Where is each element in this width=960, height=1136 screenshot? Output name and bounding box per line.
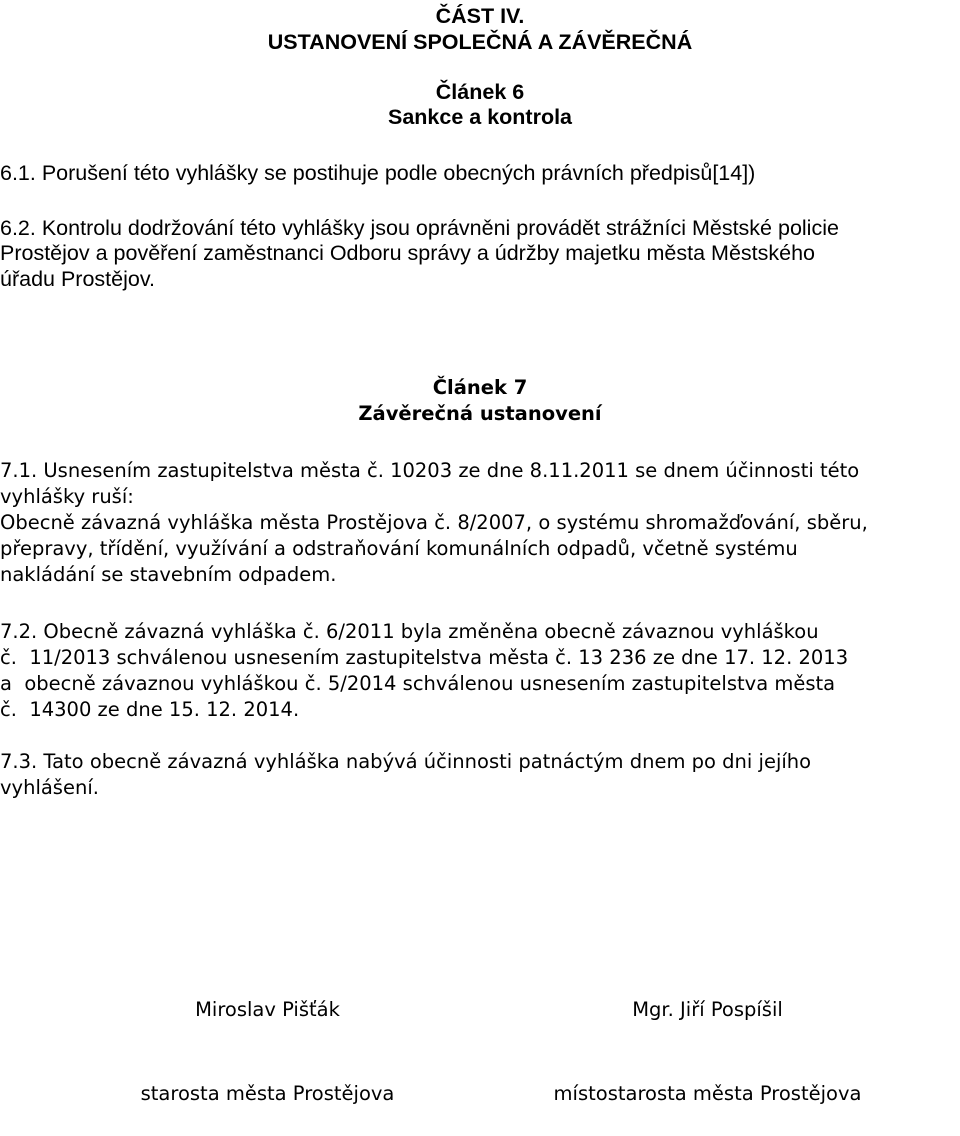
- article-7-repealed-line-3: nakládání se stavebním odpadem.: [0, 563, 337, 586]
- article-7-paragraph-3-line-2: vyhlášení.: [0, 776, 99, 799]
- article-6-paragraph-2-line-3: úřadu Prostějov.: [0, 267, 155, 291]
- signature-right: [530, 940, 885, 1136]
- article-7-paragraph-2-line-1: 7.2. Obecně závazná vyhláška č. 6/2011 byla změněna obecně závaznou vyhláškou: [0, 620, 819, 643]
- article-7-paragraph-1-line-1: 7.1. Usnesením zastupitelstva města č. 10203 ze dne 8.11.2011 se dnem účinnosti této: [0, 459, 860, 482]
- signature-right-role: místostarosta města Prostějova: [553, 1082, 862, 1105]
- article-6-paragraph-2-line-2: Prostějov a pověření zaměstnanci Odboru správy a údržby majetku města Městského: [0, 241, 815, 265]
- article-7-paragraph-1-line-2: vyhlášky ruší:: [0, 485, 134, 508]
- signature-left-name: Miroslav Pišťák: [195, 998, 340, 1021]
- signature-left: [120, 940, 415, 1136]
- part-heading: ČÁST IV.: [435, 4, 525, 28]
- signature-right-name: Mgr. Jiří Pospíšil: [632, 998, 783, 1021]
- signature-left-role: starosta města Prostějova: [140, 1082, 395, 1105]
- part-title: USTANOVENÍ SPOLEČNÁ A ZÁVĚREČNÁ: [267, 30, 693, 54]
- article-7-repealed-line-1: Obecně závazná vyhláška města Prostějova č. 8/2007, o systému shromažďování, sběru,: [0, 511, 868, 534]
- article-7-paragraph-2-line-3: a obecně závaznou vyhláškou č. 5/2014 schválenou usnesením zastupitelstva města: [0, 672, 836, 695]
- article-7-paragraph-2-line-2: č. 11/2013 schválenou usnesením zastupitelstva města č. 13 236 ze dne 17. 12. 2013: [0, 646, 849, 669]
- article-7-paragraph-3-line-1: 7.3. Tato obecně závazná vyhláška nabývá účinnosti patnáctým dnem po dni jejího: [0, 750, 812, 773]
- article-7-title: Závěrečná ustanovení: [358, 402, 602, 425]
- article-7-heading: Článek 7: [432, 376, 528, 399]
- article-6-heading: Článek 6: [435, 80, 525, 104]
- article-6-paragraph-2-line-1: 6.2. Kontrolu dodržování této vyhlášky jsou oprávněni provádět strážníci Městské policie: [0, 216, 839, 240]
- article-7-repealed-line-2: přepravy, třídění, využívání a odstraňování komunálních odpadů, včetně systému: [0, 537, 798, 560]
- article-6-title: Sankce a kontrola: [387, 105, 573, 129]
- article-6-paragraph-1: 6.1. Porušení této vyhlášky se postihuje podle obecných právních předpisů[14]): [0, 161, 756, 185]
- article-7-paragraph-2-line-4: č. 14300 ze dne 15. 12. 2014.: [0, 698, 300, 721]
